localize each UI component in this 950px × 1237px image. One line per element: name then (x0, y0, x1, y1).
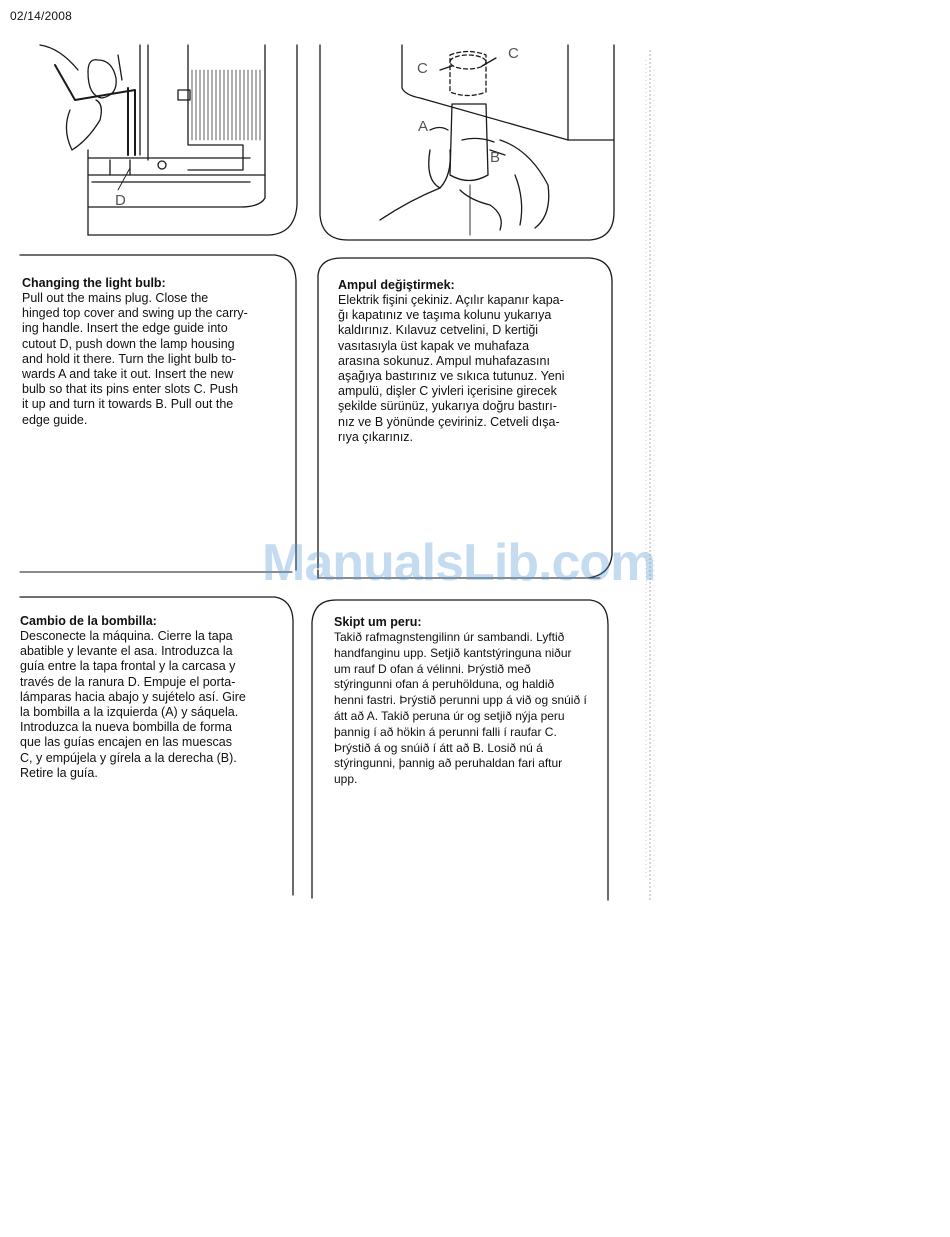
hand-with-guide-illustration (40, 45, 135, 155)
english-panel-title: Changing the light bulb: (22, 276, 166, 290)
icelandic-panel-body: Takið rafmagnstengilinn úr sambandi. Lyftið handfanginu upp. Setjið kantstýringuna niður um rauf D ofan á vélinni. Þrýstið með stýringunni ofan á peruhölduna, og haldið henni fastri. Þrýstið perunni upp á við og snúið í átt að A. Takið peruna úr og setjið nýja peru þannig í að hökin á perunni falli í raufar C. Þrýstið á og snúið í átt að B. Losið nú á stýringunni, þannig að peruhaldan fari aftur upp. (334, 630, 587, 787)
turkish-panel-body: Elektrik fişini çekiniz. Açılır kapanır kapa- ğı kapatınız ve taşıma kolunu yukarıya kaldırınız. Kılavuz cetvelini, D kertiği vasıtasıyla üst kapak ve muhafaza arasına sokunuz. Ampul muhafazasını aşağıya bastırınız ve sıkıca tutunuz. Yeni ampulü, dişler C yivleri içerisine girecek şekilde sürünüz, yukarıya doğru bastırı- nız ve B yönünde çeviriniz. Cetveli dışa- rıya çıkarınız. (338, 293, 565, 444)
icelandic-panel-title: Skipt um peru: (334, 615, 422, 629)
spanish-panel-title: Cambio de la bombilla: (20, 614, 157, 628)
lamp-housing-illustration (402, 45, 614, 235)
scan-edge-shading (646, 50, 654, 900)
figure-label-b: B (490, 149, 501, 166)
right-hand-illustration (380, 140, 549, 230)
spanish-panel-body: Desconecte la máquina. Cierre la tapa abatible y levante el asa. Introduzca la guía entre la tapa frontal y la carcasa y través de la ranura D. Empuje el porta- lámparas hacia abajo y sujételo así. Gire la bombilla a la izquierda (A) y sáquela. Introduzca la nueva bombilla de forma que las guías encajen en las muescas C, y empújela y gírela a la derecha (B). Retire la guía. (20, 629, 246, 780)
figure-label-c-right: C (508, 45, 519, 62)
figure-label-d: D (115, 192, 126, 209)
spanish-panel (20, 614, 290, 781)
turkish-panel-title: Ampul değiştirmek: (338, 278, 455, 292)
manualslib-watermark: ManualsLib.com (262, 534, 656, 592)
english-panel-body: Pull out the mains plug. Close the hinged top cover and swing up the carry- ing handle. Insert the edge guide into cutout D, push down the lamp housing and hold it there. Turn the light bulb to- wards A and take it out. Insert the new bulb so that its pins enter slots C. Push it up and turn it towards B. Pull out the edge guide. (22, 291, 248, 427)
right-figure-frame (320, 45, 614, 240)
icelandic-panel (334, 615, 606, 788)
turkish-panel (338, 278, 606, 445)
figure-label-a: A (418, 118, 429, 135)
figure-label-c-left: C (417, 60, 428, 77)
english-panel (22, 276, 290, 428)
print-date: 02/14/2008 (10, 9, 73, 23)
